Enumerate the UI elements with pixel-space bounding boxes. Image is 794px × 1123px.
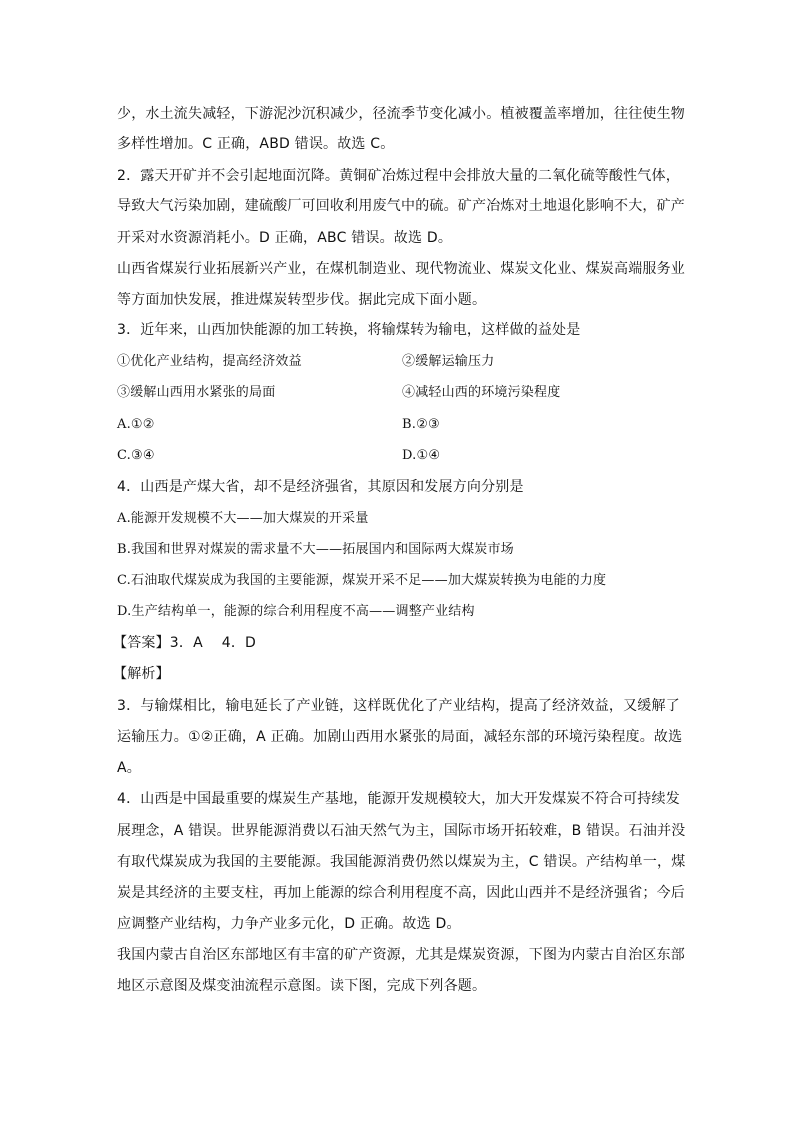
text-line: 多样性增加。C 正确，ABD 错误。故选 C。 <box>117 136 395 152</box>
analysis-line: 展理念，A 错误。世界能源消费以石油天然气为主，国际市场开拓较难，B 错误。石油并没 <box>117 823 686 839</box>
q4-choice-b: B.我国和世界对煤炭的需求量不大——拓展国内和国际两大煤炭市场 <box>117 542 514 557</box>
analysis-line: A。 <box>117 760 141 776</box>
text-line: 开采对水资源消耗小。D 正确，ABC 错误。故选 D。 <box>117 230 453 246</box>
answer-line: 【答案】3．A 4．D <box>113 635 257 651</box>
q3-choice-d: D.①④ <box>402 448 441 463</box>
q3-choice-b: B.②③ <box>402 417 440 432</box>
text-line: 等方面加快发展，推进煤炭转型步伐。据此完成下面小题。 <box>117 292 487 308</box>
analysis-heading: 【解析】 <box>113 666 170 682</box>
q3-option-4: ④减轻山西的环境污染程度 <box>402 385 561 400</box>
text-line: 山西省煤炭行业拓展新兴产业，在煤机制造业、现代物流业、煤炭文化业、煤炭高端服务业 <box>117 261 685 277</box>
q3-option-1: ①优化产业结构，提高经济效益 <box>117 354 302 369</box>
q4-choice-a: A.能源开发规模不大——加大煤炭的开采量 <box>117 511 369 526</box>
analysis-line: 4．山西是中国最重要的煤炭生产基地，能源开发规模较大，加大开发煤炭不符合可持续发 <box>117 791 680 807</box>
question-4-stem: 4．山西是产煤大省，却不是经济强省，其原因和发展方向分别是 <box>117 479 524 495</box>
text-line: 2．露天开矿并不会引起地面沉降。黄铜矿冶炼过程中会排放大量的二氧化硫等酸性气体， <box>117 168 680 184</box>
q3-choice-a: A.①② <box>117 417 155 432</box>
analysis-line: 运输压力。①②正确，A 正确。加剧山西用水紧张的局面，减轻东部的环境污染程度。故选 <box>117 729 683 745</box>
question-3-stem: 3．近年来，山西加快能源的加工转换，将输煤转为输电，这样做的益处是 <box>117 322 581 338</box>
analysis-line: 有取代煤炭成为我国的主要能源。我国能源消费仍然以煤炭为主，C 错误。产结构单一，煤 <box>117 854 686 870</box>
analysis-line: 应调整产业结构，力争产业多元化，D 正确。故选 D。 <box>117 916 461 932</box>
q3-option-2: ②缓解运输压力 <box>402 354 495 369</box>
analysis-line: 炭是其经济的主要支柱，再加上能源的综合利用程度不高，因此山西并不是经济强省；今后 <box>117 885 685 901</box>
q4-choice-c: C.石油取代煤炭成为我国的主要能源，煤炭开采不足——加大煤炭转换为电能的力度 <box>117 573 607 588</box>
text-line: 导致大气污染加剧，建硫酸厂可回收利用废气中的硫。矿产冶炼对土地退化影响不大，矿产 <box>117 198 685 214</box>
q3-choice-c: C.③④ <box>117 448 155 463</box>
text-line: 少，水土流失减轻，下游泥沙沉积减少，径流季节变化减小。植被覆盖率增加，往往使生物 <box>117 106 685 122</box>
intro-line: 地区示意图及煤变油流程示意图。读下图，完成下列各题。 <box>117 978 487 994</box>
intro-line: 我国内蒙古自治区东部地区有丰富的矿产资源，尤其是煤炭资源，下图为内蒙古自治区东部 <box>117 947 685 963</box>
q3-option-3: ③缓解山西用水紧张的局面 <box>117 385 276 400</box>
q4-choice-d: D.生产结构单一，能源的综合利用程度不高——调整产业结构 <box>117 604 475 619</box>
analysis-line: 3．与输煤相比，输电延长了产业链，这样既优化了产业结构，提高了经济效益，又缓解了 <box>117 698 680 714</box>
